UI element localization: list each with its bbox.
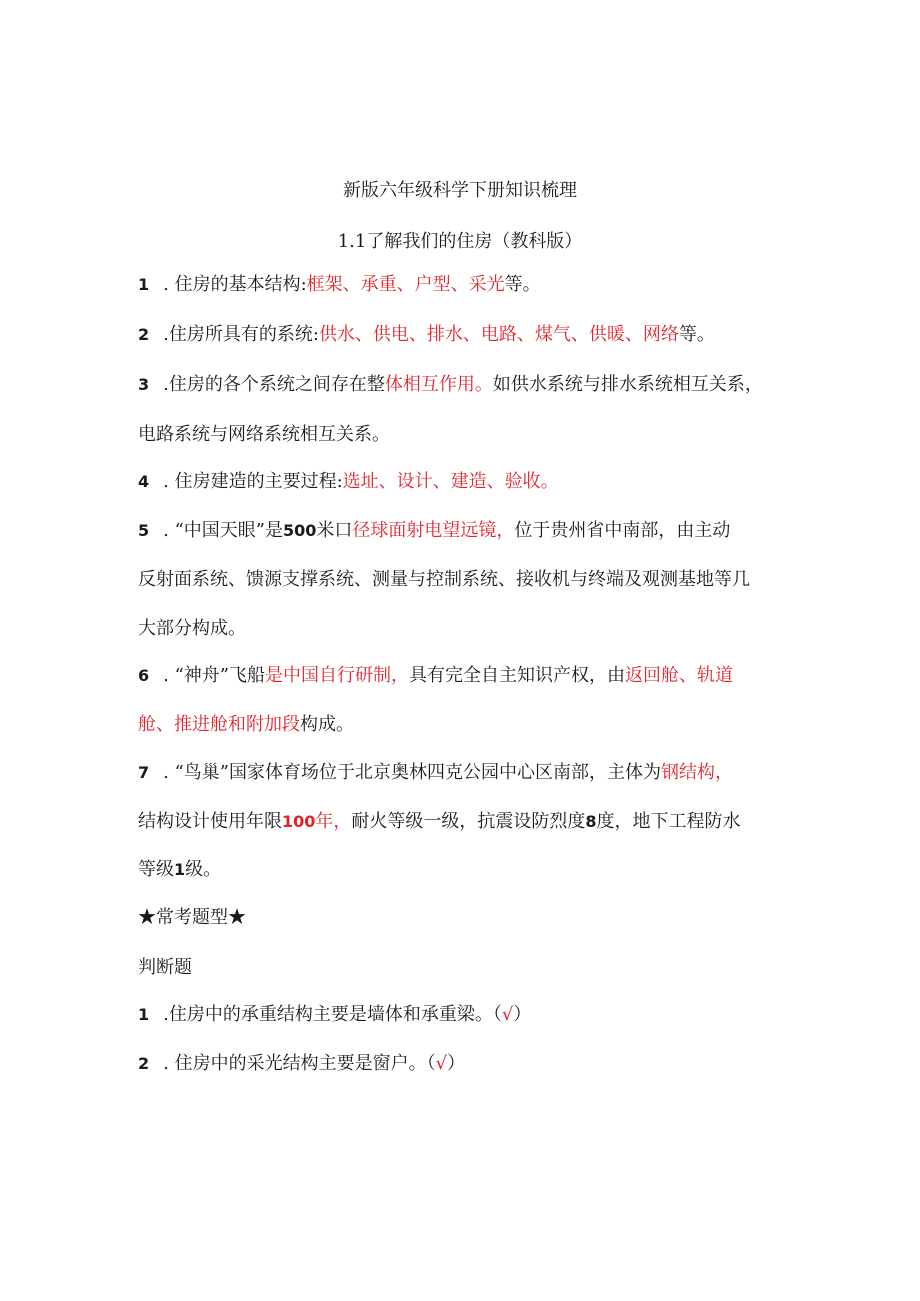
question-number: 1 (138, 1005, 150, 1024)
section-heading: ★常考题型★ (138, 907, 246, 928)
question-text: ） (513, 1004, 532, 1025)
item-highlight: 框架、承重、户型、采光 (306, 274, 505, 295)
item-text: 度，地下工程防水 (596, 811, 741, 832)
item-number: 4 (138, 472, 150, 491)
knowledge-item-2 (138, 323, 778, 347)
item-number: 7 (138, 763, 150, 782)
item-number: 6 (138, 666, 150, 685)
item-highlight: 返回舱、轨道 (625, 665, 733, 686)
item-number: 2 (138, 325, 150, 344)
question-number: 2 (138, 1054, 150, 1073)
item-highlight: 年， (315, 811, 352, 832)
knowledge-item-3 (138, 373, 778, 397)
item-bold-number: 8 (585, 812, 597, 831)
item-text: . “神舟”飞船 (163, 665, 265, 686)
item-highlight: 选址、设计、建造、验收。 (342, 471, 559, 492)
document-title: 新版六年级科学下册知识梳理 (343, 180, 577, 201)
question-text: ） (447, 1053, 466, 1074)
lesson-subtitle: 1.1了解我们的住房（教科版） (337, 231, 583, 252)
item-text: 具有完全自主知识产权，由 (409, 665, 625, 686)
item-text: . “中国天眼”是 (163, 520, 283, 541)
item-text: 耐火等级一级，抗震设防烈度 (351, 811, 586, 832)
item-highlight-number: 100 (282, 812, 316, 831)
item-highlight: 钢结构， (661, 762, 733, 783)
item-text: 等。 (678, 324, 715, 345)
item-text: 结构设计使用年限 (138, 811, 282, 832)
knowledge-item-1 (138, 273, 778, 297)
answer-mark: √ (435, 1053, 448, 1074)
item-highlight: 是中国自行研制， (265, 665, 409, 686)
item-bold-number: 500 (283, 521, 317, 540)
question-type-heading: 判断题 (138, 957, 192, 978)
item-text: 米口 (316, 520, 353, 541)
knowledge-item-7-continued-2 (138, 858, 778, 882)
knowledge-item-7-continued (138, 810, 778, 834)
item-number: 1 (138, 275, 150, 294)
knowledge-item-5 (138, 519, 778, 543)
knowledge-item-6 (138, 664, 778, 688)
item-text: 等级 (138, 859, 174, 880)
item-text: .住房所具有的系统: (163, 324, 319, 345)
question-text: . 住房中的采光结构主要是窗户。（ (163, 1053, 436, 1074)
item-highlight: 舱、推进舱和附加段 (138, 714, 300, 735)
knowledge-item-6-continued (138, 713, 778, 737)
item-number: 3 (138, 375, 150, 394)
item-highlight: 供水、供电、排水、电路、煤气、供暖、网络 (318, 324, 679, 345)
item-text: 等。 (504, 274, 541, 295)
item-highlight: 体相互作用。 (384, 374, 493, 395)
item-text: 级。 (185, 859, 222, 880)
question-2 (138, 1052, 778, 1076)
item-text: . “鸟巢”国家体育场位于北京奥林四克公园中心区南部，主体为 (163, 762, 661, 783)
answer-mark: √ (501, 1004, 514, 1025)
knowledge-item-3-continued: 电路系统与网络系统相互关系。 (138, 424, 390, 445)
item-number: 5 (138, 521, 150, 540)
item-text: 构成。 (300, 714, 354, 735)
item-text: . 住房建造的主要过程: (163, 471, 343, 492)
knowledge-item-4 (138, 470, 778, 494)
question-1 (138, 1003, 778, 1027)
item-text: 如供水系统与排水系统相互关系， (492, 374, 763, 395)
knowledge-item-7 (138, 761, 778, 785)
item-text: . 住房的基本结构: (163, 274, 307, 295)
item-text: .住房的各个系统之间存在整 (163, 374, 385, 395)
question-text: .住房中的承重结构主要是墙体和承重梁。（ (163, 1004, 502, 1025)
item-highlight: 径球面射电望远镜， (352, 520, 515, 541)
knowledge-item-5-continued: 反射面系统、馈源支撑系统、测量与控制系统、接收机与终端及观测基地等几 (138, 569, 750, 590)
item-bold-number: 1 (174, 860, 186, 879)
knowledge-item-5-continued-2: 大部分构成。 (138, 618, 246, 639)
item-text: 位于贵州省中南部，由主动 (514, 520, 731, 541)
